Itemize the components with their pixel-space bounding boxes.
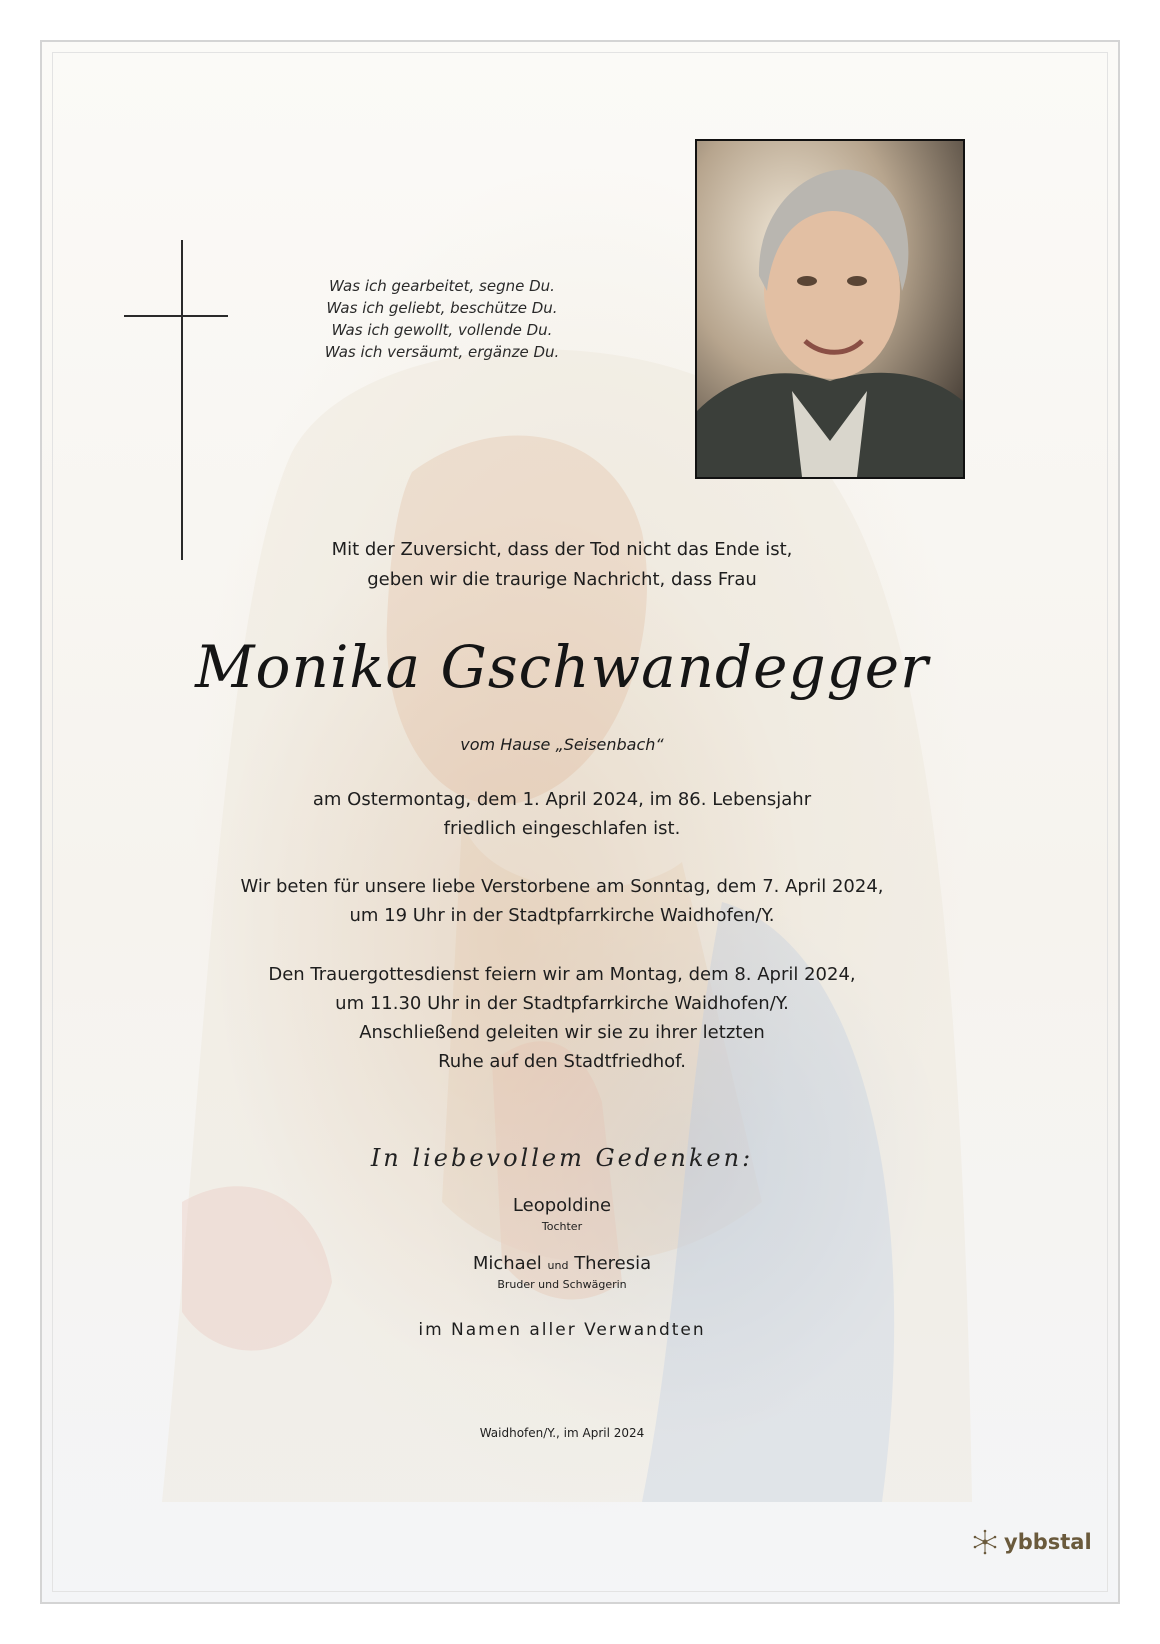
logo-text: ybbstal [1004,1530,1092,1554]
mourner-name: Leopoldine [512,1195,612,1216]
house-of-origin: vom Hause „Seisenbach“ [460,735,664,754]
mourner-name: Theresia [574,1253,652,1274]
portrait-photo [695,139,965,479]
death-line: am Ostermontag, dem 1. April 2024, im 86. Lebensjahr [312,789,812,810]
intro-line: Mit der Zuversicht, dass der Tod nicht das Ende ist, [331,539,793,560]
relatives-note: im Namen aller Verwandten [418,1320,706,1340]
mourner-relation: Bruder und Schwägerin [497,1278,627,1291]
funeral-line: Den Trauergottesdienst feiern wir am Montag, dem 8. April 2024, [268,964,856,985]
poem [272,275,612,363]
poem-line: Was ich geliebt, beschütze Du. [326,299,558,317]
poem-line: Was ich gewollt, vollende Du. [331,321,553,339]
death-notice [152,785,972,843]
cross-icon-horizontal [124,315,228,317]
obituary-card [40,40,1120,1604]
cross-icon-vertical [181,240,183,560]
memorial-heading: In liebevollem Gedenken: [370,1144,754,1172]
mourner-names [182,1253,942,1277]
funeral-notice [152,960,972,1076]
prayer-line: Wir beten für unsere liebe Verstorbene am Sonntag, dem 7. April 2024, [240,876,884,897]
portrait-illustration [697,141,963,477]
poem-line: Was ich gearbeitet, segne Du. [329,277,555,295]
poem-line: Was ich versäumt, ergänze Du. [324,343,560,361]
intro-text [182,535,942,595]
funeral-line: um 11.30 Uhr in der Stadtpfarrkirche Waidhofen/Y. [335,993,789,1014]
mourner-name: Michael [472,1253,542,1274]
prayer-notice [152,872,972,930]
death-line: friedlich eingeschlafen ist. [443,818,681,839]
conjunction: und [547,1259,569,1272]
intro-line: geben wir die traurige Nachricht, dass Frau [367,569,757,590]
funeral-line: Ruhe auf den Stadtfriedhof. [438,1051,686,1072]
funeral-line: Anschließend geleiten wir sie zu ihrer letzten [359,1022,765,1043]
ybbstal-logo [972,1527,1092,1557]
deceased-name: Monika Gschwandegger [195,633,929,701]
place-and-date: Waidhofen/Y., im April 2024 [479,1426,645,1440]
mourner-relation: Tochter [541,1220,583,1233]
prayer-line: um 19 Uhr in der Stadtpfarrkirche Waidhofen/Y. [349,905,775,926]
dandelion-icon [972,1529,998,1555]
